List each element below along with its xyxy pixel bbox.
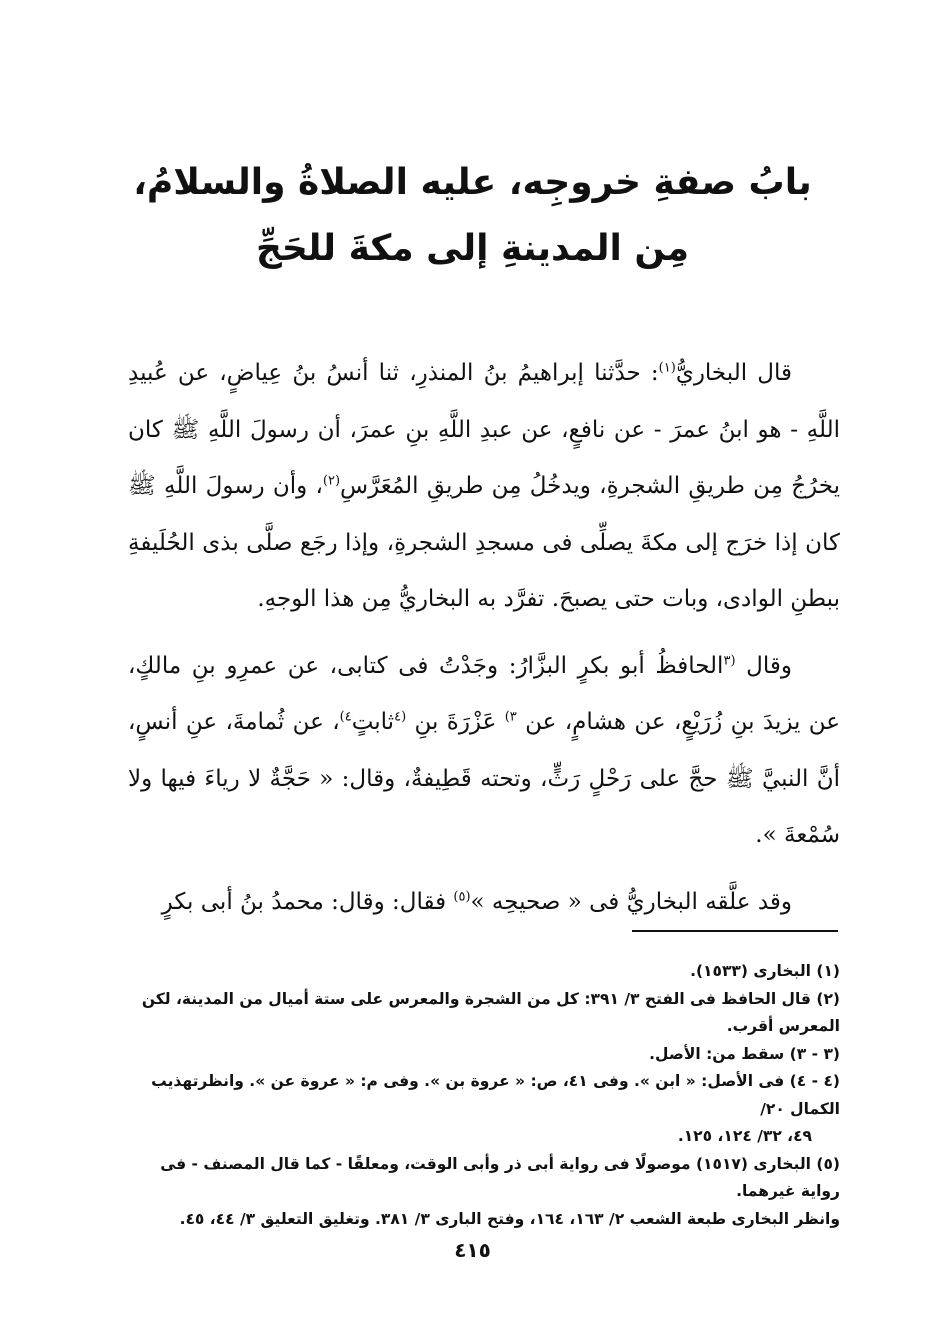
text-run: قال البخاريُّ: [675, 360, 792, 386]
text-run: وقال: [746, 652, 792, 679]
footnote-4-continuation: ٤٩، ٣٢/ ١٢٤، ١٢٥.: [677, 1127, 812, 1145]
text-run: ، وأن رسولَ اللَّهِ ﷺ كان إذا خرَج إلى مكةَ يصلِّى فى مسجدِ الشجرةِ، وإذا رجَع صلَّى بذى الحُلَيفةِ ببطنِ الوادى، وبات حتى يصبحَ. تفرَّد به البخاريُّ مِن هذا الوجهِ.: [128, 473, 840, 612]
text-run: الحافظُ أبو بكرٍ البزَّارُ: وجَدْتُ فى كتابى، عن عمرِو بنِ مالكٍ، عن يزيدَ بنِ زُرَيْعٍ، عن هشامٍ، عن: [128, 652, 841, 735]
footnote-marker-2: (٢): [322, 473, 341, 489]
footnote-separator: [632, 930, 838, 932]
footnote-5: (٥) البخارى (١٥١٧) موصولًا فى رواية أبى ذر وأبى الوقت، ومعلقًا - كما قال المصنف - فى رواية غيرهما.: [160, 1154, 840, 1200]
chapter-heading-line-2: مِن المدينةِ إلى مكةَ للحَجِّ: [255, 228, 690, 269]
chapter-heading-line-1: بابُ صفةِ خروجِه، عليه الصلاةُ والسلامُ،: [133, 162, 812, 203]
footnotes: [128, 958, 840, 1233]
footnote-marker-4-close: ٤): [339, 709, 352, 725]
main-text: [128, 345, 840, 930]
footnote-marker-3-close: ٣): [504, 709, 517, 725]
footnote-5-continuation: وانظر البخارى طبعة الشعب ٢/ ١٦٣، ١٦٤، وفتح البارى ٣/ ٣٨١. وتغليق التعليق ٣/ ٤٤، ٤٥.: [179, 1209, 840, 1228]
footnote-3: (٣ - ٣) سقط من: الأصل.: [649, 1044, 840, 1063]
footnote-1: (١) البخارى (١٥٣٣).: [690, 962, 840, 980]
paragraph-3: [128, 874, 840, 931]
chapter-heading: [100, 150, 845, 282]
footnote-2: (٢) قال الحافظ فى الفتح ٣/ ٣٩١: كل من الشجرة والمعرس على ستة أميال من المدينة، لكن المعرس أقرب.: [141, 989, 840, 1035]
text-run: وقد علَّقه البخاريُّ فى « صحيحِه »: [470, 888, 792, 915]
footnote-marker-4-open: (٤: [394, 709, 407, 725]
paragraph-1: [128, 345, 840, 628]
paragraph-2: [128, 638, 840, 864]
text-run: ، عن ثُمامةَ، عنِ أنسٍ، أنَّ النبيَّ ﷺ حجَّ على رَحْلٍ رَثٍّ، وتحته قَطِيفةٌ، وقال: « حَجَّةٌ لا رياءَ فيها ولا سُمْعةَ ».: [128, 709, 840, 848]
text-run: : حدَّثنا إبراهيمُ بنُ المنذرِ، ثنا أنسُ بنُ عِياضٍ، عن عُبيدِ اللَّهِ - هو ابنُ عمرَ - عن نافعٍ، عن عبدِ اللَّهِ بنِ عمرَ، أن رسولَ اللَّهِ ﷺ كان يخرُجُ مِن طريقِ الشجرةِ، ويدخُلُ مِن طريقِ المُعَرَّسِ: [128, 360, 840, 499]
footnote-4: (٤ - ٤) فى الأصل: « ابن ». وفى ٤١، ص: « عروة بن ». وفى م: « عروة عن ». وانظرتهذيب الكمال ٢٠/: [151, 1072, 840, 1118]
text-run: عَزْرَةَ بنِ: [414, 709, 497, 735]
text-run: فقال: وقال: محمدُ بنُ أبى بكرٍ: [161, 888, 447, 915]
page-number: ٤١٥: [454, 1238, 491, 1262]
footnote-marker-5: (٥): [453, 888, 471, 904]
footnote-marker-3-open: (٣: [723, 652, 736, 668]
footnote-marker-1: (١): [658, 360, 676, 376]
text-run: ثابتٍ: [351, 709, 395, 735]
